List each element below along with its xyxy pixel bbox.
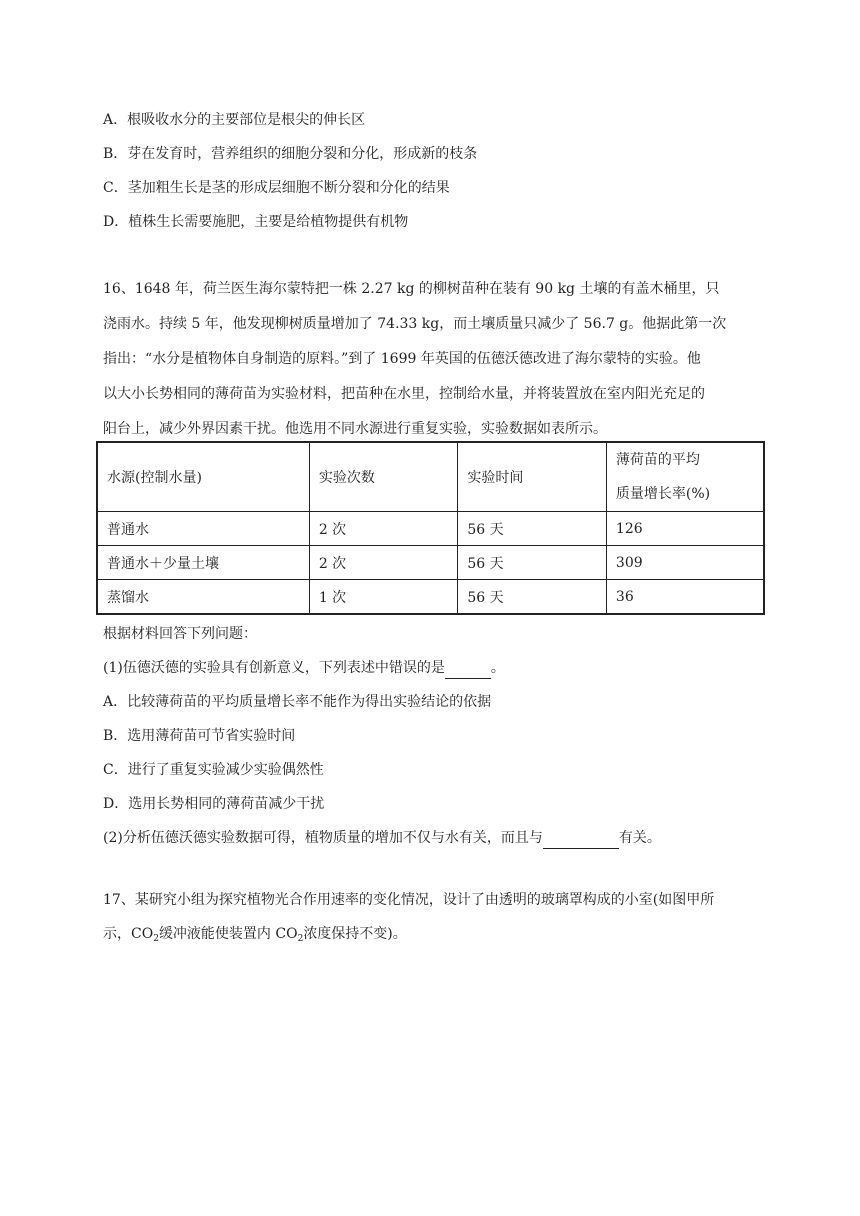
q16-sub1-option-c: C．进行了重复实验减少实验偶然性 [103, 762, 324, 778]
cell-duration: 56 天 [458, 512, 607, 546]
q16-sub1-option-a: A．比较薄荷苗的平均质量增长率不能作为得出实验结论的依据 [103, 694, 492, 710]
cell-growth-rate: 36 [606, 580, 764, 615]
cell-growth-rate: 126 [606, 512, 764, 546]
header-growth-rate-line1: 薄荷苗的平均 [615, 452, 700, 468]
q15-option-a: A．根吸收水分的主要部位是根尖的伸长区 [103, 112, 366, 128]
q16-lead: 根据材料回答下列问题： [103, 626, 257, 642]
experiment-data-table [96, 441, 765, 615]
cell-duration: 56 天 [458, 580, 607, 615]
q16-sub2-end: 有关。 [618, 830, 661, 846]
q17-sub-b: 2 [297, 934, 304, 944]
cell-water-source: 蒸馏水 [97, 580, 309, 615]
q16-sub1-stem [103, 658, 505, 679]
cell-duration: 56 天 [458, 546, 607, 580]
cell-trial-count: 1 次 [309, 580, 458, 615]
table-row [97, 580, 764, 615]
cell-growth-rate: 309 [606, 546, 764, 580]
q16-sub1-option-b: B．选用薄荷苗可节省实验时间 [103, 728, 296, 744]
cell-water-source: 普通水＋少量土壤 [97, 546, 309, 580]
q17-text-b: 缓冲液能使装置内 CO [158, 926, 298, 942]
q17-text-a: 示，CO [103, 926, 154, 942]
table-row [97, 512, 764, 546]
q16-intro-line: 以大小长势相同的薄荷苗为实验材料，把苗种在水里，控制给水量，并将装置放在室内阳光充足的 [103, 386, 705, 402]
q15-option-b: B．芽在发育时，营养组织的细胞分裂和分化，形成新的枝条 [103, 146, 478, 162]
q16-intro-line: 16、1648 年，荷兰医生海尔蒙特把一株 2.27 kg 的柳树苗种在装有 90 kg 土壤的有盖木桶里，只 [103, 281, 720, 297]
q17-line2 [103, 924, 407, 949]
answer-blank[interactable] [445, 658, 491, 679]
q17-line1: 17、某研究小组为探究植物光合作用速率的变化情况，设计了由透明的玻璃罩构成的小室(如图甲所 [103, 892, 715, 908]
answer-blank[interactable] [543, 828, 619, 849]
q16-intro-line: 阳台上，减少外界因素干扰。他选用不同水源进行重复实验，实验数据如表所示。 [103, 421, 607, 437]
q16-sub2-stem [103, 828, 661, 849]
q16-intro-line: 指出：“水分是植物体自身制造的原料。”到了 1699 年英国的伍德沃德改进了海尔蒙特的实验。他 [103, 351, 701, 367]
q16-sub1-end: 。 [490, 660, 505, 676]
q15-option-c: C．茎加粗生长是茎的形成层细胞不断分裂和分化的结果 [103, 180, 450, 196]
q16-intro-line: 浇雨水。持续 5 年，他发现柳树质量增加了 74.33 kg，而土壤质量只减少了 56.7 g。他据此第一次 [103, 316, 727, 332]
table-row [97, 546, 764, 580]
header-water-source: 水源(控制水量) [97, 442, 309, 512]
header-growth-rate-line2: 质量增长率(%) [615, 486, 711, 502]
q15-option-d: D．植株生长需要施肥，主要是给植物提供有机物 [103, 214, 409, 230]
q17-text-c: 浓度保持不变)。 [303, 926, 407, 942]
q16-intro [103, 272, 763, 447]
cell-water-source: 普通水 [97, 512, 309, 546]
q16-sub2-text: (2)分析伍德沃德实验数据可得，植物质量的增加不仅与水有关，而且与 [103, 830, 543, 846]
table-header-row [97, 442, 764, 512]
header-trial-count: 实验次数 [309, 442, 458, 512]
header-growth-rate [606, 442, 764, 512]
header-duration: 实验时间 [458, 442, 607, 512]
q16-sub1-option-d: D．选用长势相同的薄荷苗减少干扰 [103, 796, 325, 812]
q16-sub1-text: (1)伍德沃德的实验具有创新意义，下列表述中错误的是 [103, 660, 445, 676]
q17-sub-a: 2 [153, 934, 159, 944]
cell-trial-count: 2 次 [309, 546, 458, 580]
cell-trial-count: 2 次 [309, 512, 458, 546]
